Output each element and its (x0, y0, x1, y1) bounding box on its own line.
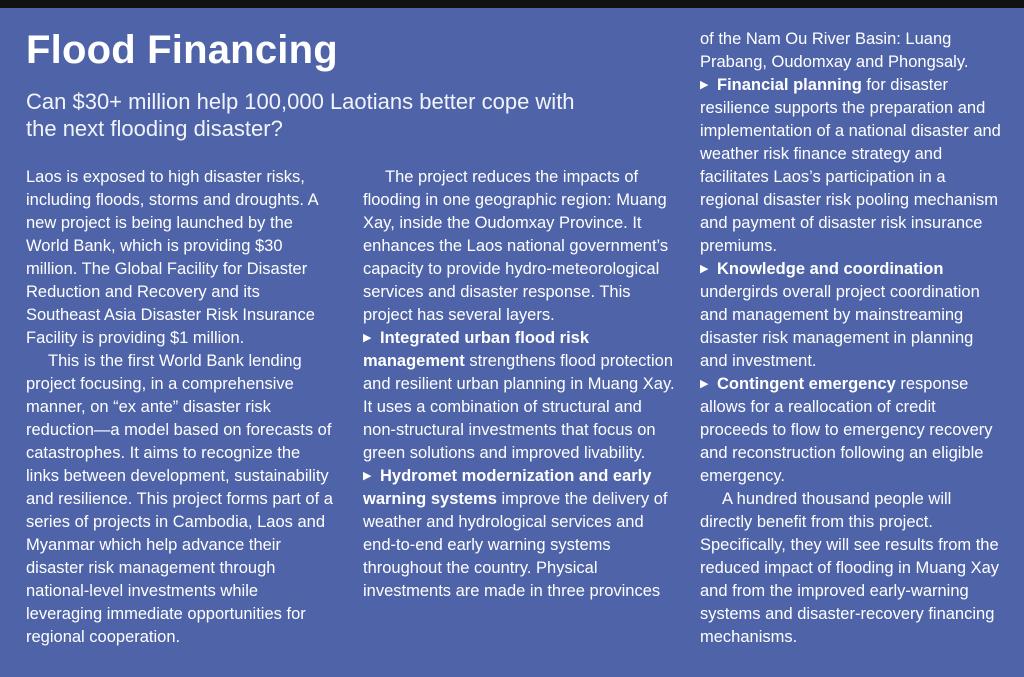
triangle-bullet-icon: ▶ (363, 470, 372, 482)
bullet-text-contingent: response allows for a reallocation of credit proceeds to flow to emergency recovery and reconstruction following an eligible emergency. (700, 375, 993, 485)
paragraph-project-impacts: The project reduces the impacts of flooding in one geographic region: Muang Xay, inside the Oudomxay Province. It enhances the Laos national government’s capacity to provide hydro-meteorological services and disaster response. This project has several layers. (363, 168, 669, 324)
bullet-contingent-emergency (700, 373, 1004, 488)
triangle-bullet-icon: ▶ (700, 79, 709, 91)
triangle-bullet-icon: ▶ (363, 332, 372, 344)
paragraph-beneficiaries: A hundred thousand people will directly benefit from this project. Specifically, they will see results from the reduced impact of flooding in Muang Xay and from the improved early-warning systems and disaster-recovery financing mechanisms. (700, 490, 1000, 646)
text-column-3 (700, 28, 1004, 649)
bullet-text-urban-flood: strengthens flood protection and resilient urban planning in Muang Xay. It uses a combination of structural and non-structural investments that focus on green solutions and improved livability. (363, 352, 675, 462)
triangle-bullet-icon: ▶ (700, 263, 709, 275)
bullet-lead-contingent: Contingent emergency (717, 375, 896, 393)
top-border-bar (0, 0, 1024, 8)
article-title: Flood Financing (26, 28, 338, 72)
bullet-financial-planning (700, 74, 1004, 258)
bullet-lead-financial-planning: Financial planning (717, 76, 862, 94)
paragraph-first-lending-project: This is the first World Bank lending project focusing, in a comprehensive manner, on “ex ante” disaster risk reduction—a model based on forecasts of catastrophes. It aims to recognize the links between development, sustainability and resilience. This project forms part of a series of projects in Cambodia, Laos and Myanmar which help advance their disaster risk management through national-level investments while leveraging immediate opportunities for regional cooperation. (26, 352, 333, 646)
paragraph-intro: Laos is exposed to high disaster risks, including floods, storms and droughts. A new project is being launched by the World Bank, which is providing $30 million. The Global Facility for Disaster Reduction and Recovery and its Southeast Asia Disaster Risk Insurance Facility is providing $1 million. (26, 168, 318, 347)
bullet-text-knowledge: undergirds overall project coordination and management by mainstreaming disaster risk management in planning and investment. (700, 283, 980, 370)
bullet-hydromet (363, 465, 675, 603)
paragraph-continuation: of the Nam Ou River Basin: Luang Prabang, Oudomxay and Phongsaly. (700, 30, 969, 71)
article-subtitle: Can $30+ million help 100,000 Laotians better cope with the next flooding disaster? (26, 89, 575, 141)
bullet-text-hydromet: improve the delivery of weather and hydrological services and end-to-end early warning systems throughout the country. Physical investments are made in three provinces (363, 490, 668, 600)
bullet-lead-knowledge: Knowledge and coordination (717, 260, 944, 278)
bullet-text-financial-planning: for disaster resilience supports the preparation and implementation of a national disaster and weather risk finance strategy and facilitates Laos’s participation in a regional disaster risk pooling mechanism and payment of disaster risk insurance premiums. (700, 76, 1001, 255)
bullet-lead-hydromet: Hydromet modernization and early warning systems (363, 467, 652, 508)
text-column-1 (26, 166, 336, 649)
bullet-knowledge-coordination (700, 258, 1004, 373)
bullet-lead-urban-flood: Integrated urban flood risk management (363, 329, 590, 370)
triangle-bullet-icon: ▶ (700, 378, 709, 390)
text-column-2 (363, 166, 675, 603)
bullet-urban-flood-risk (363, 327, 675, 465)
